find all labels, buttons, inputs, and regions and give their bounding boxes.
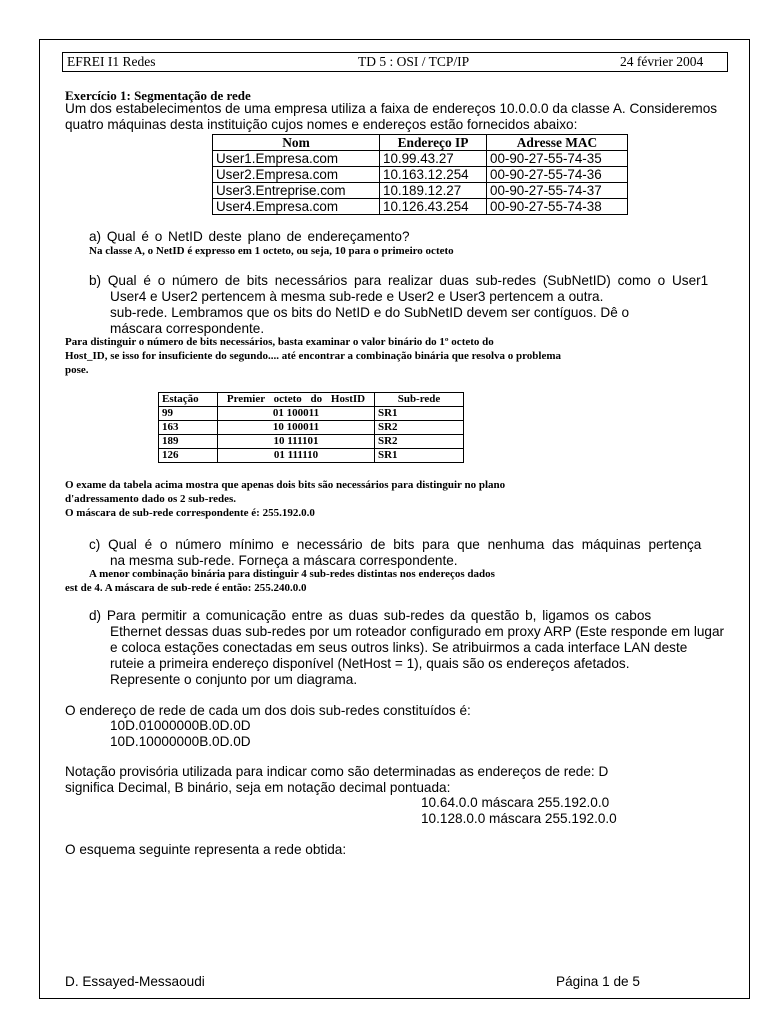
footer-author: D. Essayed-Messaoudi (65, 974, 205, 989)
question-a: a) Qual é o NetID deste plano de endereçamento? (89, 229, 410, 244)
question-d-line-3: e coloca estações conectadas em seus outros links). Se atribuirmos a cada interface LAN deste (110, 640, 688, 655)
machines-table (212, 134, 628, 215)
footer-page-number: Página 1 de 5 (556, 974, 640, 989)
station-binary: 01 100011 (218, 407, 375, 421)
intro-line-2: quatro máquinas desta instituição cujos nomes e endereços estão fornecidos abaixo: (65, 117, 578, 132)
notation-line-1: Notação provisória utilizada para indicar como são determinadas as endereços de rede: D (65, 764, 609, 779)
intro-line-1: Um dos estabelecimentos de uma empresa utiliza a faixa de endereços 10.0.0.0 da classe A. Consideremos (65, 101, 718, 116)
station-binary: 10 111101 (218, 435, 375, 449)
document-header (62, 52, 728, 72)
question-b-line-4: máscara correspondente. (110, 321, 265, 336)
question-c-line-2: na mesma sub-rede. Forneça a máscara correspondente. (110, 553, 458, 568)
notation-line-2: significa Decimal, B binário, seja em notação decimal pontuada: (65, 780, 451, 795)
network-result-2: 10.128.0.0 máscara 255.192.0.0 (421, 811, 617, 826)
table-row (213, 183, 628, 199)
table-row (159, 435, 464, 449)
column-header: Endereço IP (380, 135, 487, 151)
question-d-line-1: d) Para permitir a comunicação entre as duas sub-redes da questão b, ligamos os cabos (89, 608, 652, 623)
exercise-title: Exercício 1: Segmentação de rede (65, 88, 251, 103)
machine-name: User4.Empresa.com (213, 199, 380, 215)
answer-b-line-2: Host_ID, se isso for insuficiente do segundo.... até encontrar a combinação binária que resolva o problema (65, 350, 562, 362)
machine-name: User3.Entreprise.com (213, 183, 380, 199)
table-row (213, 167, 628, 183)
machine-ip: 10.126.43.254 (380, 199, 487, 215)
machine-mac: 00-90-27-55-74-35 (487, 151, 628, 167)
header-td-title: TD 5 : OSI / TCP/IP (358, 54, 470, 69)
question-d-line-5: Represente o conjunto por um diagrama. (110, 672, 358, 687)
question-b-line-2: User4 e User2 pertencem à mesma sub-rede e User2 e User3 pertencem a outra. (110, 289, 604, 304)
answer-b-line-1: Para distinguir o número de bits necessários, basta examinar o valor binário do 1º octeto do (65, 336, 494, 348)
table-row (159, 421, 464, 435)
network-intro: O endereço de rede de cada um dos dois sub-redes constituídos é: (65, 703, 471, 718)
column-header: Nom (213, 135, 380, 151)
network-address-2: 10D.10000000B.0D.0D (110, 734, 251, 749)
conclusion-b-line-1: O exame da tabela acima mostra que apenas dois bits são necessários para distinguir no plano (65, 479, 506, 491)
question-b-line-3: sub-rede. Lembramos que os bits do NetID e do SubNetID devem ser contíguos. Dê o (110, 305, 630, 320)
table-row (159, 449, 464, 463)
question-d-line-4: ruteie a primeira endereço disponível (NetHost = 1), quais são os endereços afetados. (110, 656, 630, 671)
station-id: 126 (159, 449, 218, 463)
station-subnet: SR1 (375, 407, 464, 421)
station-id: 99 (159, 407, 218, 421)
station-subnet: SR2 (375, 421, 464, 435)
machine-name: User2.Empresa.com (213, 167, 380, 183)
station-binary: 01 111110 (218, 449, 375, 463)
machine-ip: 10.163.12.254 (380, 167, 487, 183)
question-c-line-1: c) Qual é o número mínimo e necessário de bits para que nenhuma das máquinas pertença (89, 537, 702, 552)
conclusion-b-line-2: d'adressamento dado os 2 sub-redes. (65, 493, 237, 505)
stations-table (158, 392, 464, 463)
station-subnet: SR2 (375, 435, 464, 449)
machine-ip: 10.189.12.27 (380, 183, 487, 199)
network-result-1: 10.64.0.0 máscara 255.192.0.0 (421, 795, 610, 810)
machine-mac: 00-90-27-55-74-38 (487, 199, 628, 215)
table-header-row (213, 135, 628, 151)
column-header: Adresse MAC (487, 135, 628, 151)
column-header: Estação (159, 393, 218, 407)
question-b-line-1: b) Qual é o número de bits necessários para realizar duas sub-redes (SubNetID) como o User1 (89, 273, 709, 288)
column-header: Sub-rede (375, 393, 464, 407)
station-id: 189 (159, 435, 218, 449)
machine-mac: 00-90-27-55-74-36 (487, 167, 628, 183)
station-subnet: SR1 (375, 449, 464, 463)
table-row (213, 199, 628, 215)
schema-caption: O esquema seguinte representa a rede obtida: (65, 842, 347, 857)
answer-a: Na classe A, o NetID é expresso em 1 octeto, ou seja, 10 para o primeiro octeto (89, 245, 454, 257)
machine-name: User1.Empresa.com (213, 151, 380, 167)
station-binary: 10 100011 (218, 421, 375, 435)
answer-c-line-1: A menor combinação binária para distinguir 4 sub-redes distintas nos endereços dados (89, 568, 495, 580)
answer-c-line-2: est de 4. A máscara de sub-rede é então: 255.240.0.0 (65, 582, 307, 594)
question-d-line-2: Ethernet dessas duas sub-redes por um roteador configurado em proxy ARP (Este responde em lugar (110, 624, 725, 639)
machine-ip: 10.99.43.27 (380, 151, 487, 167)
table-header-row (159, 393, 464, 407)
header-date: 24 février 2004 (620, 54, 704, 69)
table-row (159, 407, 464, 421)
column-header: Premier octeto do HostID (218, 393, 375, 407)
header-course: EFREI I1 Redes (67, 54, 156, 69)
answer-b-line-3: pose. (65, 364, 89, 376)
machine-mac: 00-90-27-55-74-37 (487, 183, 628, 199)
document-page (39, 39, 750, 999)
station-id: 163 (159, 421, 218, 435)
network-address-1: 10D.01000000B.0D.0D (110, 718, 251, 733)
conclusion-b-mask: O máscara de sub-rede correspondente é: 255.192.0.0 (65, 507, 315, 519)
table-row (213, 151, 628, 167)
